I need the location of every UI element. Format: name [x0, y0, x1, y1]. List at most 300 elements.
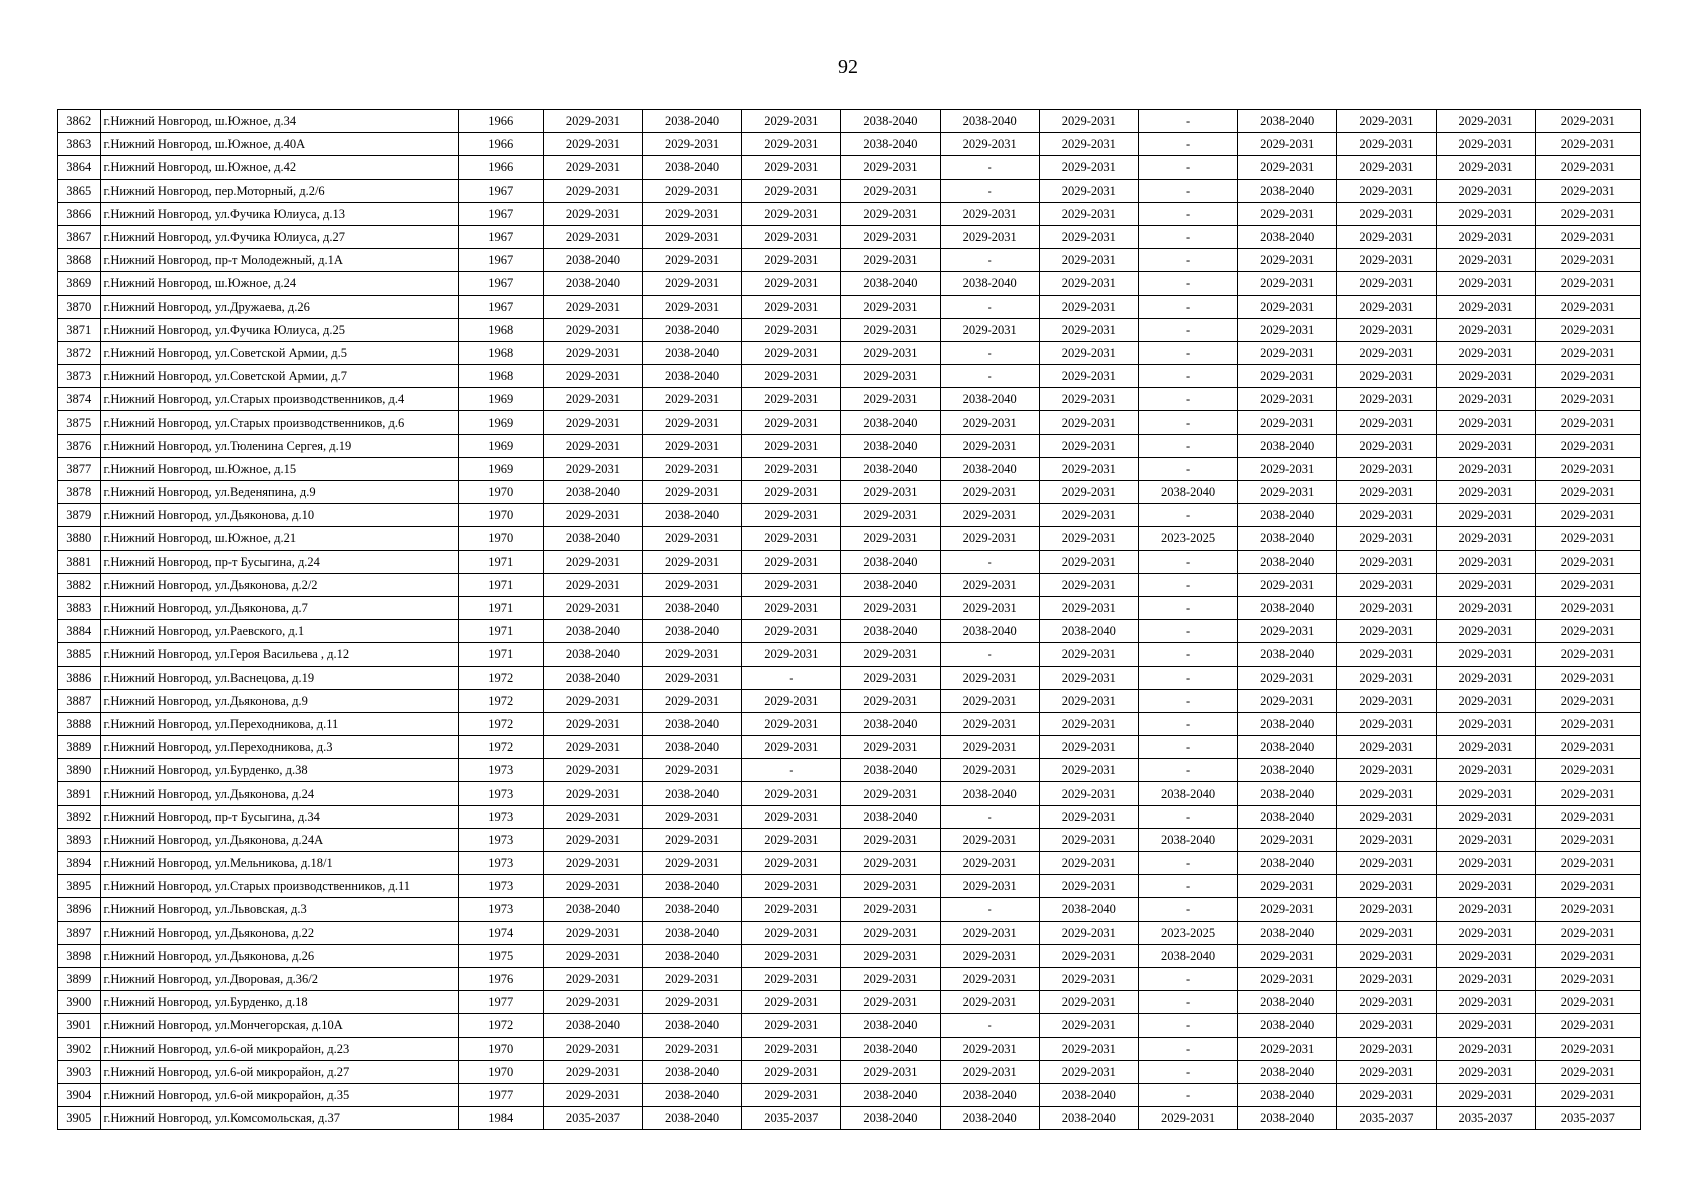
period-cell: 2029-2031 [1535, 504, 1640, 527]
period-cell: 2029-2031 [1436, 1083, 1535, 1106]
year-cell: 1971 [458, 573, 543, 596]
period-cell: 2029-2031 [742, 272, 841, 295]
year-cell: 1975 [458, 944, 543, 967]
period-cell: 2029-2031 [1039, 550, 1138, 573]
period-cell: 2029-2031 [1535, 967, 1640, 990]
period-cell: 2038-2040 [643, 504, 742, 527]
period-cell: 2029-2031 [1535, 828, 1640, 851]
period-cell: 2029-2031 [543, 921, 642, 944]
period-cell: 2029-2031 [543, 179, 642, 202]
table-row [58, 179, 1641, 202]
period-cell: 2029-2031 [1337, 110, 1436, 133]
period-cell: 2029-2031 [1337, 550, 1436, 573]
address-cell: г.Нижний Новгород, ул.Дьяконова, д.9 [100, 689, 458, 712]
period-cell: - [1138, 295, 1237, 318]
period-cell: 2038-2040 [940, 620, 1039, 643]
period-cell: 2038-2040 [841, 759, 940, 782]
period-cell: 2029-2031 [1039, 782, 1138, 805]
period-cell: 2038-2040 [543, 527, 642, 550]
period-cell: 2029-2031 [742, 596, 841, 619]
table-row [58, 782, 1641, 805]
period-cell: 2029-2031 [1436, 318, 1535, 341]
table-row [58, 388, 1641, 411]
period-cell: 2029-2031 [1039, 967, 1138, 990]
period-cell: 2029-2031 [940, 434, 1039, 457]
period-cell: 2038-2040 [543, 481, 642, 504]
period-cell: 2029-2031 [1238, 156, 1337, 179]
period-cell: 2029-2031 [841, 852, 940, 875]
period-cell: 2038-2040 [841, 272, 940, 295]
period-cell: - [1138, 967, 1237, 990]
row-number-cell: 3880 [58, 527, 101, 550]
period-cell: 2029-2031 [1337, 411, 1436, 434]
period-cell: 2038-2040 [643, 921, 742, 944]
period-cell: 2029-2031 [1238, 202, 1337, 225]
period-cell: 2029-2031 [543, 156, 642, 179]
period-cell: 2029-2031 [1337, 712, 1436, 735]
period-cell: - [1138, 712, 1237, 735]
table-row [58, 318, 1641, 341]
period-cell: 2029-2031 [742, 875, 841, 898]
table-row [58, 689, 1641, 712]
period-cell: 2029-2031 [1039, 133, 1138, 156]
period-cell: 2038-2040 [1238, 550, 1337, 573]
address-cell: г.Нижний Новгород, ул.Дружаева, д.26 [100, 295, 458, 318]
period-cell: 2038-2040 [543, 249, 642, 272]
period-cell: 2029-2031 [742, 527, 841, 550]
period-cell: 2029-2031 [543, 689, 642, 712]
period-cell: 2035-2037 [543, 1107, 642, 1130]
period-cell: 2029-2031 [940, 318, 1039, 341]
period-cell: - [940, 550, 1039, 573]
address-cell: г.Нижний Новгород, ул.Переходникова, д.11 [100, 712, 458, 735]
year-cell: 1968 [458, 318, 543, 341]
period-cell: 2038-2040 [1039, 1083, 1138, 1106]
address-cell: г.Нижний Новгород, ш.Южное, д.34 [100, 110, 458, 133]
period-cell: - [1138, 898, 1237, 921]
period-cell: 2029-2031 [742, 388, 841, 411]
period-cell: 2029-2031 [841, 689, 940, 712]
period-cell: 2029-2031 [1238, 828, 1337, 851]
period-cell: - [1138, 1083, 1237, 1106]
address-cell: г.Нижний Новгород, пр-т Бусыгина, д.34 [100, 805, 458, 828]
period-cell: 2029-2031 [742, 504, 841, 527]
year-cell: 1971 [458, 550, 543, 573]
period-cell: 2029-2031 [841, 944, 940, 967]
period-cell: 2029-2031 [1535, 991, 1640, 1014]
period-cell: 2029-2031 [1535, 736, 1640, 759]
period-cell: 2029-2031 [1436, 249, 1535, 272]
table-row [58, 365, 1641, 388]
row-number-cell: 3866 [58, 202, 101, 225]
period-cell: 2029-2031 [1238, 272, 1337, 295]
year-cell: 1977 [458, 1083, 543, 1106]
period-cell: 2029-2031 [1138, 1107, 1237, 1130]
period-cell: 2038-2040 [940, 272, 1039, 295]
table-row [58, 411, 1641, 434]
period-cell: 2029-2031 [1436, 596, 1535, 619]
period-cell: 2029-2031 [1436, 156, 1535, 179]
period-cell: 2038-2040 [543, 272, 642, 295]
table-row [58, 272, 1641, 295]
table-row [58, 295, 1641, 318]
period-cell: - [1138, 759, 1237, 782]
period-cell: 2029-2031 [940, 133, 1039, 156]
period-cell: 2029-2031 [1238, 481, 1337, 504]
period-cell: 2029-2031 [841, 921, 940, 944]
period-cell: 2029-2031 [1039, 481, 1138, 504]
year-cell: 1968 [458, 341, 543, 364]
row-number-cell: 3876 [58, 434, 101, 457]
period-cell: 2038-2040 [841, 457, 940, 480]
period-cell: 2038-2040 [940, 1083, 1039, 1106]
table-row [58, 991, 1641, 1014]
period-cell: 2029-2031 [841, 202, 940, 225]
period-cell: 2029-2031 [940, 596, 1039, 619]
address-cell: г.Нижний Новгород, ул.Бурденко, д.18 [100, 991, 458, 1014]
period-cell: 2038-2040 [940, 457, 1039, 480]
period-cell: 2029-2031 [1337, 898, 1436, 921]
period-cell: 2029-2031 [1039, 110, 1138, 133]
period-cell: 2029-2031 [543, 110, 642, 133]
period-cell: 2038-2040 [1039, 1107, 1138, 1130]
period-cell: 2029-2031 [940, 736, 1039, 759]
period-cell: - [1138, 666, 1237, 689]
period-cell: 2029-2031 [643, 272, 742, 295]
address-cell: г.Нижний Новгород, ул.Львовская, д.3 [100, 898, 458, 921]
period-cell: 2029-2031 [1535, 272, 1640, 295]
period-cell: 2038-2040 [1238, 805, 1337, 828]
period-cell: - [1138, 643, 1237, 666]
period-cell: 2029-2031 [1436, 481, 1535, 504]
period-cell: 2038-2040 [841, 133, 940, 156]
period-cell: 2038-2040 [1138, 481, 1237, 504]
period-cell: 2029-2031 [1238, 133, 1337, 156]
period-cell: 2029-2031 [543, 457, 642, 480]
period-cell: 2029-2031 [1535, 527, 1640, 550]
period-cell: 2029-2031 [1337, 1060, 1436, 1083]
period-cell: 2029-2031 [1535, 202, 1640, 225]
period-cell: 2038-2040 [543, 898, 642, 921]
period-cell: 2029-2031 [1039, 1037, 1138, 1060]
address-cell: г.Нижний Новгород, ш.Южное, д.40А [100, 133, 458, 156]
period-cell: 2029-2031 [1039, 434, 1138, 457]
address-cell: г.Нижний Новгород, ул.Мельникова, д.18/1 [100, 852, 458, 875]
period-cell: 2029-2031 [1337, 875, 1436, 898]
period-cell: 2038-2040 [543, 620, 642, 643]
period-cell: 2029-2031 [841, 295, 940, 318]
year-cell: 1967 [458, 225, 543, 248]
address-cell: г.Нижний Новгород, ул.6-ой микрорайон, д.27 [100, 1060, 458, 1083]
period-cell: 2029-2031 [940, 573, 1039, 596]
period-cell: 2029-2031 [643, 249, 742, 272]
period-cell: 2029-2031 [1535, 457, 1640, 480]
period-cell: - [1138, 620, 1237, 643]
period-cell: 2029-2031 [1238, 295, 1337, 318]
period-cell: 2029-2031 [1039, 179, 1138, 202]
row-number-cell: 3886 [58, 666, 101, 689]
period-cell: 2029-2031 [742, 411, 841, 434]
row-number-cell: 3862 [58, 110, 101, 133]
period-cell: - [1138, 411, 1237, 434]
table-row [58, 110, 1641, 133]
period-cell: 2029-2031 [543, 573, 642, 596]
period-cell: - [1138, 1060, 1237, 1083]
period-cell: 2029-2031 [1039, 921, 1138, 944]
period-cell: 2029-2031 [1436, 225, 1535, 248]
table-row [58, 944, 1641, 967]
table-row [58, 504, 1641, 527]
period-cell: 2029-2031 [742, 1083, 841, 1106]
period-cell: 2029-2031 [1436, 1037, 1535, 1060]
table-row [58, 457, 1641, 480]
period-cell: 2029-2031 [841, 179, 940, 202]
period-cell: 2029-2031 [1436, 944, 1535, 967]
table-body [58, 110, 1641, 1130]
period-cell: 2038-2040 [643, 365, 742, 388]
period-cell: 2029-2031 [1436, 828, 1535, 851]
period-cell: 2029-2031 [643, 411, 742, 434]
period-cell: 2029-2031 [1337, 991, 1436, 1014]
period-cell: 2029-2031 [543, 202, 642, 225]
period-cell: 2029-2031 [940, 689, 1039, 712]
period-cell: 2029-2031 [1436, 527, 1535, 550]
period-cell: 2035-2037 [742, 1107, 841, 1130]
period-cell: 2029-2031 [841, 782, 940, 805]
year-cell: 1970 [458, 1060, 543, 1083]
period-cell: 2029-2031 [1436, 457, 1535, 480]
period-cell: 2029-2031 [1337, 828, 1436, 851]
period-cell: 2029-2031 [1337, 620, 1436, 643]
address-cell: г.Нижний Новгород, ул.6-ой микрорайон, д.23 [100, 1037, 458, 1060]
period-cell: 2029-2031 [543, 782, 642, 805]
period-cell: 2029-2031 [1436, 341, 1535, 364]
period-cell: 2038-2040 [1039, 620, 1138, 643]
table-row [58, 805, 1641, 828]
period-cell: - [1138, 341, 1237, 364]
address-cell: г.Нижний Новгород, пр-т Бусыгина, д.24 [100, 550, 458, 573]
period-cell: 2029-2031 [543, 1083, 642, 1106]
period-cell: 2029-2031 [1535, 318, 1640, 341]
period-cell: 2029-2031 [1337, 457, 1436, 480]
period-cell: 2029-2031 [1238, 689, 1337, 712]
period-cell: 2029-2031 [1337, 805, 1436, 828]
period-cell: 2029-2031 [1337, 782, 1436, 805]
period-cell: 2038-2040 [1238, 225, 1337, 248]
period-cell: 2029-2031 [841, 666, 940, 689]
period-cell: 2029-2031 [1337, 434, 1436, 457]
period-cell: 2029-2031 [1039, 596, 1138, 619]
period-cell: - [940, 643, 1039, 666]
table-row [58, 1083, 1641, 1106]
period-cell: 2029-2031 [742, 225, 841, 248]
row-number-cell: 3887 [58, 689, 101, 712]
period-cell: 2029-2031 [1337, 341, 1436, 364]
year-cell: 1972 [458, 736, 543, 759]
period-cell: 2029-2031 [742, 365, 841, 388]
period-cell: 2029-2031 [1039, 759, 1138, 782]
period-cell: 2029-2031 [742, 318, 841, 341]
period-cell: 2029-2031 [1337, 666, 1436, 689]
period-cell: - [1138, 202, 1237, 225]
period-cell: 2038-2040 [1238, 643, 1337, 666]
period-cell: 2038-2040 [643, 1083, 742, 1106]
table-row [58, 596, 1641, 619]
period-cell: 2029-2031 [1436, 110, 1535, 133]
row-number-cell: 3894 [58, 852, 101, 875]
period-cell: 2029-2031 [643, 805, 742, 828]
period-cell: - [940, 365, 1039, 388]
row-number-cell: 3895 [58, 875, 101, 898]
period-cell: - [1138, 550, 1237, 573]
period-cell: 2029-2031 [841, 736, 940, 759]
period-cell: 2038-2040 [841, 411, 940, 434]
period-cell: 2029-2031 [841, 527, 940, 550]
period-cell: 2029-2031 [1535, 689, 1640, 712]
period-cell: 2029-2031 [841, 318, 940, 341]
period-cell: 2038-2040 [1238, 759, 1337, 782]
period-cell: 2029-2031 [1535, 573, 1640, 596]
period-cell: 2029-2031 [940, 504, 1039, 527]
period-cell: 2029-2031 [841, 643, 940, 666]
period-cell: - [1138, 504, 1237, 527]
period-cell: 2029-2031 [543, 1060, 642, 1083]
period-cell: 2029-2031 [1535, 643, 1640, 666]
table-row [58, 341, 1641, 364]
address-cell: г.Нижний Новгород, ш.Южное, д.24 [100, 272, 458, 295]
period-cell: 2038-2040 [643, 736, 742, 759]
row-number-cell: 3904 [58, 1083, 101, 1106]
period-cell: 2029-2031 [1535, 179, 1640, 202]
period-cell: 2029-2031 [1238, 620, 1337, 643]
period-cell: 2029-2031 [1535, 898, 1640, 921]
row-number-cell: 3888 [58, 712, 101, 735]
period-cell: 2029-2031 [1535, 852, 1640, 875]
period-cell: - [1138, 110, 1237, 133]
period-cell: 2029-2031 [1436, 689, 1535, 712]
period-cell: 2029-2031 [1039, 202, 1138, 225]
period-cell: 2029-2031 [543, 944, 642, 967]
period-cell: 2029-2031 [543, 225, 642, 248]
period-cell: 2029-2031 [841, 875, 940, 898]
address-cell: г.Нижний Новгород, ул.Советской Армии, д.7 [100, 365, 458, 388]
period-cell: 2035-2037 [1436, 1107, 1535, 1130]
table-row [58, 921, 1641, 944]
period-cell: 2029-2031 [1238, 318, 1337, 341]
row-number-cell: 3891 [58, 782, 101, 805]
period-cell: 2029-2031 [841, 596, 940, 619]
period-cell: 2038-2040 [643, 712, 742, 735]
period-cell: 2029-2031 [940, 712, 1039, 735]
period-cell: 2038-2040 [1238, 504, 1337, 527]
period-cell: 2029-2031 [1238, 898, 1337, 921]
period-cell: 2029-2031 [742, 133, 841, 156]
address-cell: г.Нижний Новгород, ул.Героя Васильева , д.12 [100, 643, 458, 666]
period-cell: - [1138, 573, 1237, 596]
period-cell: 2038-2040 [1039, 898, 1138, 921]
period-cell: 2029-2031 [1337, 852, 1436, 875]
period-cell: 2035-2037 [1337, 1107, 1436, 1130]
period-cell: 2038-2040 [1238, 434, 1337, 457]
period-cell: 2029-2031 [742, 249, 841, 272]
period-cell: 2029-2031 [1436, 1014, 1535, 1037]
period-cell: 2029-2031 [1039, 411, 1138, 434]
period-cell: 2029-2031 [1337, 689, 1436, 712]
period-cell: - [1138, 179, 1237, 202]
period-cell: 2029-2031 [1436, 736, 1535, 759]
period-cell: 2029-2031 [1337, 504, 1436, 527]
period-cell: 2029-2031 [940, 991, 1039, 1014]
row-number-cell: 3878 [58, 481, 101, 504]
year-cell: 1967 [458, 179, 543, 202]
period-cell: 2029-2031 [1535, 620, 1640, 643]
period-cell: 2029-2031 [1535, 782, 1640, 805]
period-cell: 2029-2031 [1039, 689, 1138, 712]
period-cell: 2029-2031 [1337, 318, 1436, 341]
year-cell: 1971 [458, 643, 543, 666]
address-cell: г.Нижний Новгород, ул.Тюленина Сергея, д.19 [100, 434, 458, 457]
period-cell: 2029-2031 [643, 828, 742, 851]
period-cell: 2029-2031 [1436, 805, 1535, 828]
row-number-cell: 3874 [58, 388, 101, 411]
period-cell: 2029-2031 [1039, 852, 1138, 875]
period-cell: 2029-2031 [643, 852, 742, 875]
period-cell: 2029-2031 [1238, 411, 1337, 434]
period-cell: 2029-2031 [1039, 457, 1138, 480]
period-cell: 2029-2031 [1535, 225, 1640, 248]
period-cell: 2029-2031 [1039, 875, 1138, 898]
period-cell: 2038-2040 [841, 434, 940, 457]
period-cell: 2029-2031 [1535, 1037, 1640, 1060]
period-cell: 2029-2031 [1535, 434, 1640, 457]
table-row [58, 736, 1641, 759]
address-cell: г.Нижний Новгород, ул.Дьяконова, д.26 [100, 944, 458, 967]
period-cell: 2029-2031 [1039, 156, 1138, 179]
period-cell: 2029-2031 [742, 736, 841, 759]
table-row [58, 1107, 1641, 1130]
period-cell: 2029-2031 [1436, 759, 1535, 782]
period-cell: 2029-2031 [543, 875, 642, 898]
period-cell: 2029-2031 [643, 967, 742, 990]
period-cell: - [940, 179, 1039, 202]
period-cell: 2029-2031 [940, 225, 1039, 248]
period-cell: 2029-2031 [940, 1037, 1039, 1060]
period-cell: - [1138, 434, 1237, 457]
period-cell: 2038-2040 [643, 782, 742, 805]
period-cell: 2029-2031 [1535, 388, 1640, 411]
period-cell: 2029-2031 [643, 759, 742, 782]
address-cell: г.Нижний Новгород, ш.Южное, д.21 [100, 527, 458, 550]
period-cell: 2029-2031 [1436, 388, 1535, 411]
period-cell: - [742, 666, 841, 689]
period-cell: 2038-2040 [1238, 1083, 1337, 1106]
year-cell: 1967 [458, 249, 543, 272]
period-cell: 2029-2031 [543, 712, 642, 735]
period-cell: 2029-2031 [643, 388, 742, 411]
housing-register-table [57, 109, 1641, 1130]
period-cell: 2029-2031 [1436, 272, 1535, 295]
period-cell: 2029-2031 [1039, 341, 1138, 364]
period-cell: - [1138, 272, 1237, 295]
period-cell: 2038-2040 [1138, 782, 1237, 805]
period-cell: 2029-2031 [1436, 620, 1535, 643]
period-cell: 2029-2031 [1039, 527, 1138, 550]
period-cell: 2029-2031 [1039, 1060, 1138, 1083]
row-number-cell: 3871 [58, 318, 101, 341]
year-cell: 1970 [458, 504, 543, 527]
period-cell: 2029-2031 [940, 759, 1039, 782]
row-number-cell: 3872 [58, 341, 101, 364]
